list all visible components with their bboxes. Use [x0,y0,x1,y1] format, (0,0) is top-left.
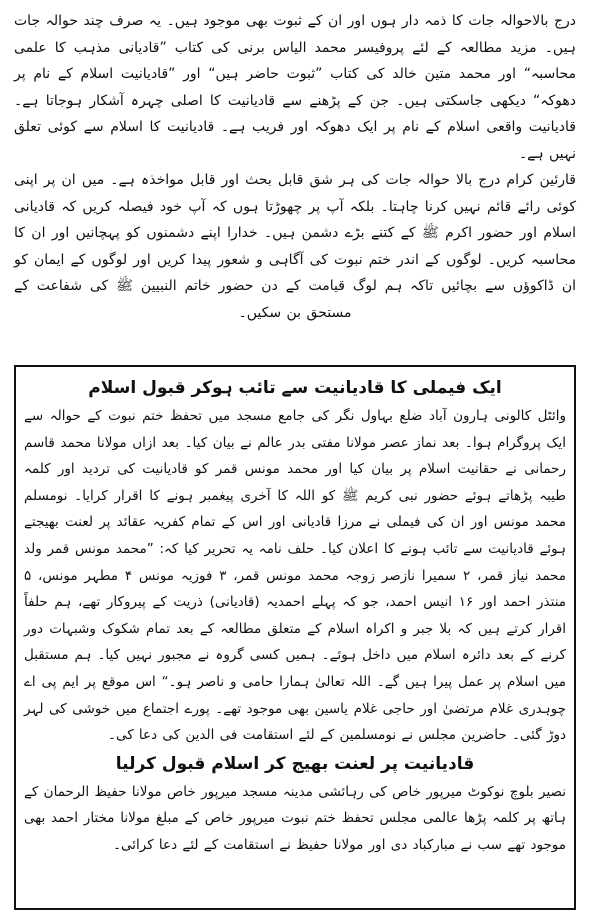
box-paragraph: وائٹل کالونی ہارون آباد ضلع بہاول نگر کی جامع مسجد میں تحفظ ختم نبوت کے حوالہ سے ایک پروگرام ہوا۔ بعد نماز عصر مولانا مفتی بدر عالم نے بیان کیا۔ بعد ازاں مولانا محمد قاسم رحمانی نے حقانیت اسلام پر بیان کیا اور محمد مونس قمر کو قادیانیت کی تردید اور کلمہ طیبہ پڑھاتے ہوئے حضور نبی کریم ﷺ کو اللہ کا آخری پیغمبر ہونے کا اقرار کرایا۔ نومسلم محمد مونس اور ان کی فیملی نے مرزا قادیانی اور اس کے تمام کفریہ عقائد پر لعنت بھیجتے ہوئے قادیانیت سے تائب ہونے کا اعلان کیا۔ حلف نامہ یہ تحریر کیا کہ: ”محمد مونس قمر ولد محمد نیاز قمر، ۲ سمیرا نازصر زوجہ محمد مونس قمر، ۳ فوزیہ مونس ۴ مطہر مونس، ۵ منتذر احمد اور ۱۶ انیس احمد، جو کہ پہلے احمدیہ (قادیانی) ذریت کے پیروکار تھے، ہم حلفاً اقرار کرتے ہیں کہ بلا جبر و اکراہ اسلام کے متعلق مطالعہ کے بعد تمام شکوک وشبہات دور کرنے کے بعد دائرہ اسلام میں داخل ہوئے۔ ہمیں کسی گروہ نے مجبور نہیں کیا۔ ہم مستقبل میں اسلام پر عمل پیرا ہیں گے۔ اللہ تعالیٰ ہمارا حامی و ناصر ہو۔“ اس موقع پر ایم پی اے چوہدری غلام مرتضیٰ اور حاجی غلام یاسین بھی موجود تھے۔ پورے اجتماع میں خوشی کی لہر دوڑ گئی۔ حاضرین مجلس نے نومسلمین کے لئے استقامت فی الدین کی دعا کی۔ [24,408,566,744]
intro-paragraph: قارئین کرام درج بالا حوالہ جات کی ہر شق قابل بحث اور قابل مواخذہ ہے۔ میں ان پر اپنی کوئی رائے قائم نہیں کرنا چاہتا۔ بلکہ آپ پر چھوڑتا ہوں کہ آپ خود فیصلہ کریں کہ قادیانی اسلام اور حضور اکرم ﷺ کے کتنے بڑے دشمن ہیں۔ خدارا اپنے دشمنوں کو پہچانیں اور ان کا محاسبہ کریں۔ لوگوں کے اندر ختم نبوت کی آگاہی و شعور پیدا کریں اور لوگوں کے ایمان کو ان ڈاکوؤں سے بچائیں تاکہ ہم لوگ قیامت کے دن حضور خاتم النبیین ﷺ کی شفاعت کے مستحق بن سکیں۔ [14,172,576,321]
box-paragraph: نصیر بلوچ نوکوٹ میرپور خاص کی رہائشی مدینہ مسجد میرپور خاص مولانا حفیظ الرحمان کے ہاتھ پر کلمہ پڑھا عالمی مجلس تحفظ ختم نبوت میرپور خاص کے مبلغ مولانا مختار احمد بھی موجود تھے سب نے مبارکباد دی اور مولانا حفیظ نے استقامت کے لئے دعا کرائی۔ [24,783,566,853]
intro-section [14,8,576,326]
box-heading: ایک فیملی کا قادیانیت سے تائب ہوکر قبول اسلام [88,378,502,398]
news-box [14,365,576,910]
box-heading: قادیانیت پر لعنت بھیج کر اسلام قبول کرلیا [115,753,475,774]
intro-paragraph: درج بالاحوالہ جات کا ذمہ دار ہوں اور ان کے ثبوت بھی موجود ہیں۔ یہ صرف چند حوالہ جات ہیں۔ مزید مطالعہ کے لئے پروفیسر محمد الیاس برنی کی کتاب ”قادیانی مذہب کا علمی محاسبہ“ اور محمد متین خالد کی کتاب ”ثبوت حاضر ہیں“ اور ”قادیانیت اسلام کے نام پر دھوکہ“ دیکھی جاسکتی ہیں۔ جن کے پڑھنے سے قادیانیت کا اصلی چہرہ آشکار ہوجاتا ہے۔ قادیانیت واقعی اسلام کے نام پر ایک دھوکہ اور فریب ہے۔ قادیانیت کا اسلام سے کوئی تعلق نہیں ہے۔ [14,13,576,162]
